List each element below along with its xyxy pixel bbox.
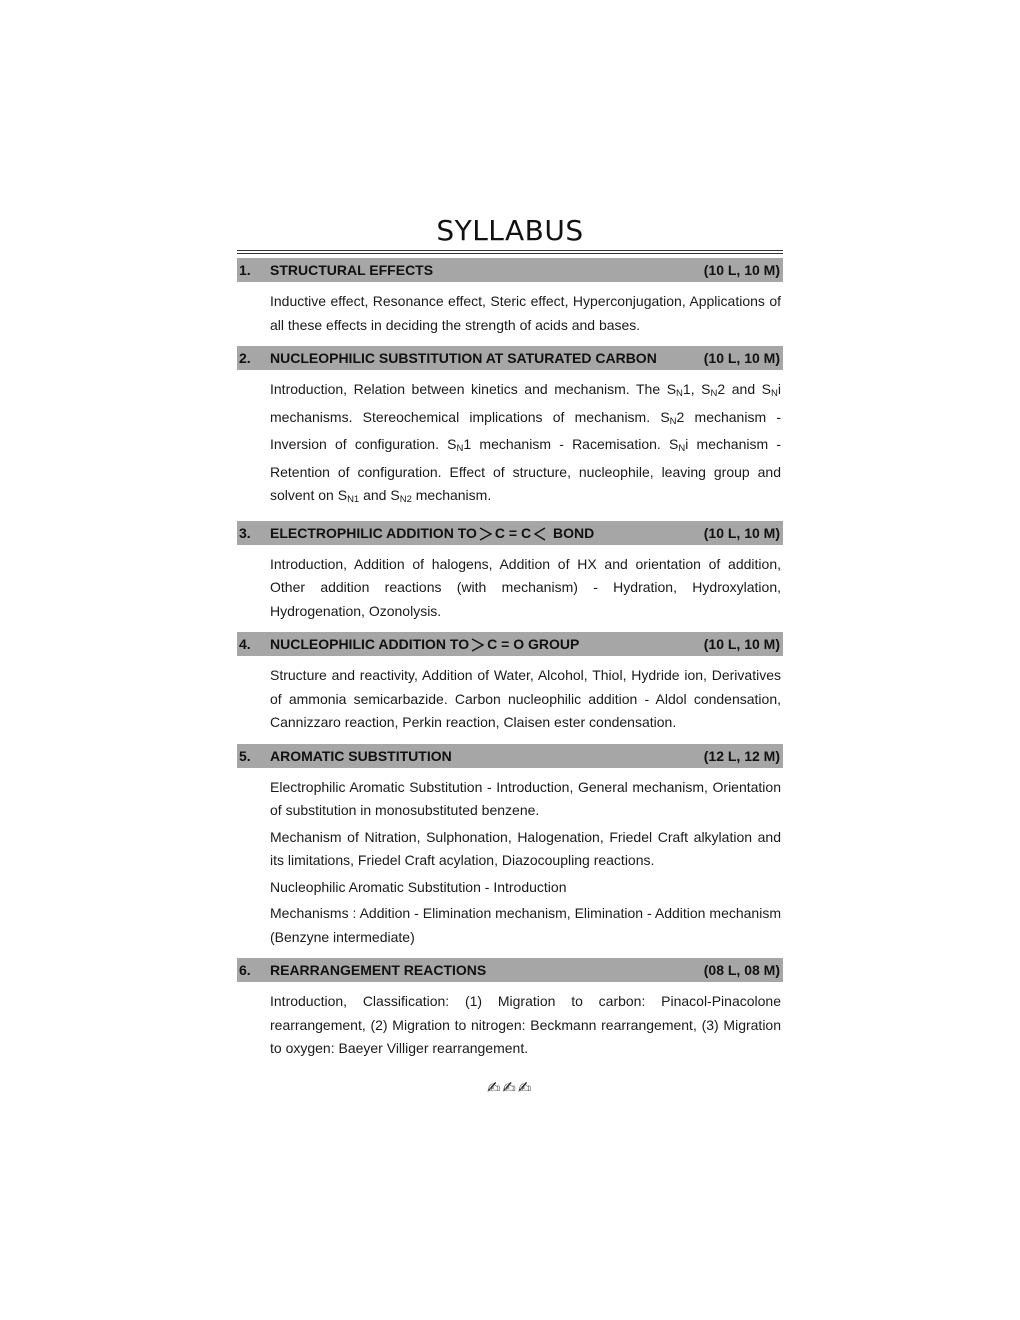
section-header bbox=[237, 521, 783, 545]
section-title bbox=[270, 521, 594, 545]
subscript: N1 bbox=[347, 494, 360, 505]
left-bond-icon bbox=[470, 636, 486, 654]
section-header bbox=[237, 258, 783, 282]
text-run: 2 mechanism - Inversion of configuration. S bbox=[270, 408, 781, 452]
subscript: N2 bbox=[399, 494, 412, 505]
section-3 bbox=[237, 521, 783, 633]
left-bond-icon bbox=[478, 525, 494, 543]
section-title: AROMATIC SUBSTITUTION bbox=[270, 747, 452, 764]
title-text: BOND bbox=[552, 524, 595, 541]
section-title: STRUCTURAL EFFECTS bbox=[270, 262, 434, 278]
page-title: SYLLABUS bbox=[436, 214, 584, 247]
text-run: Introduction, Relation between kinetics and mechanism. The S bbox=[270, 381, 677, 397]
subscript: N bbox=[678, 443, 686, 454]
writing-hand-icon: ✍✍✍ bbox=[486, 1079, 534, 1097]
text-run: 1 mechanism - Racemisation. S bbox=[463, 436, 679, 452]
section-paragraph: Structure and reactivity, Addition of Water, Alcohol, Thiol, Hydride ion, Derivatives of ammonia semicarbazide. Carbon nucleophilic addition - Aldol condensation, Cannizzaro reaction, Perkin reaction, Claisen ester condensation. bbox=[270, 667, 781, 730]
section-paragraph: Mechanism of Nitration, Sulphonation, Halogenation, Friedel Craft alkylation and its limitations, Friedel Craft acylation, Diazocoupling reactions. bbox=[270, 828, 781, 868]
title-text: C = O GROUP bbox=[487, 636, 580, 652]
section-body bbox=[237, 370, 783, 521]
section-number: 5. bbox=[239, 747, 251, 764]
section-header bbox=[237, 744, 783, 768]
right-bond-icon bbox=[532, 525, 548, 543]
section-body bbox=[237, 656, 783, 744]
section-header bbox=[237, 346, 783, 370]
text-run: i mechanisms. Stereochemical implications of mechanism. S bbox=[270, 381, 782, 425]
section-paragraph: Nucleophilic Aromatic Substitution - Introduction bbox=[270, 878, 567, 895]
text-run: i mechanism - Retention of configuration. Effect of structure, nucleophile, leaving group and solvent on S bbox=[270, 436, 781, 503]
section-number: 4. bbox=[239, 636, 251, 652]
title-rule bbox=[237, 250, 783, 254]
section-header bbox=[237, 958, 783, 982]
section-paragraph bbox=[270, 378, 781, 512]
section-marks: (10 L, 10 M) bbox=[703, 636, 780, 652]
text-run: and S bbox=[359, 487, 400, 503]
section-1 bbox=[237, 258, 783, 346]
section-title: NUCLEOPHILIC SUBSTITUTION AT SATURATED CARBON bbox=[270, 350, 657, 366]
section-paragraph: Mechanisms : Addition - Elimination mechanism, Elimination - Addition mechanism (Benzyne intermediate) bbox=[270, 905, 781, 945]
section-header bbox=[237, 632, 783, 656]
section-marks: (10 L, 10 M) bbox=[703, 524, 780, 541]
section-number: 1. bbox=[239, 262, 251, 278]
section-paragraph: Inductive effect, Resonance effect, Steric effect, Hyperconjugation, Applications of all these effects in deciding the strength of acids and bases. bbox=[270, 293, 781, 333]
subscript: N bbox=[456, 443, 464, 454]
section-number: 2. bbox=[239, 350, 251, 366]
title-text: C = C bbox=[494, 524, 532, 541]
section-marks: (08 L, 08 M) bbox=[703, 962, 780, 978]
subscript: N bbox=[669, 415, 677, 427]
section-body bbox=[237, 982, 783, 1070]
section-marks: (10 L, 10 M) bbox=[703, 350, 780, 366]
text-run: mechanism. bbox=[411, 487, 492, 503]
subscript: N bbox=[771, 388, 778, 399]
text-run: 2 and S bbox=[717, 381, 772, 397]
section-marks: (10 L, 10 M) bbox=[703, 262, 780, 278]
section-body bbox=[237, 545, 783, 633]
section-body bbox=[237, 768, 783, 959]
section-number: 3. bbox=[239, 524, 251, 541]
section-number: 6. bbox=[239, 962, 251, 978]
section-paragraph: Introduction, Classification: (1) Migration to carbon: Pinacol-Pinacolone rearrangement, (2) Migration to nitrogen: Beckmann rearrangement, (3) Migration to oxygen: Baeyer Villiger rearrangement. bbox=[270, 993, 781, 1056]
text-run: 1, S bbox=[682, 381, 711, 397]
subscript: N bbox=[676, 388, 683, 399]
section-6 bbox=[237, 958, 783, 1070]
section-4 bbox=[237, 632, 783, 744]
section-title: REARRANGEMENT REACTIONS bbox=[270, 962, 487, 978]
title-text: NUCLEOPHILIC ADDITION TO bbox=[270, 636, 470, 652]
syllabus-page bbox=[237, 212, 783, 1098]
section-paragraph: Electrophilic Aromatic Substitution - Introduction, General mechanism, Orientation of substitution in monosubstituted benzene. bbox=[270, 778, 781, 818]
subscript: N bbox=[710, 388, 718, 399]
section-2 bbox=[237, 346, 783, 521]
section-title bbox=[270, 632, 579, 656]
section-5 bbox=[237, 744, 783, 959]
section-paragraph: Introduction, Addition of halogens, Addition of HX and orientation of addition, Other addition reactions (with mechanism) - Hydration, Hydroxylation, Hydrogenation, Ozonolysis. bbox=[270, 555, 781, 619]
section-marks: (12 L, 12 M) bbox=[703, 747, 780, 764]
title-text: ELECTROPHILIC ADDITION TO bbox=[270, 524, 477, 541]
section-body bbox=[237, 282, 783, 346]
